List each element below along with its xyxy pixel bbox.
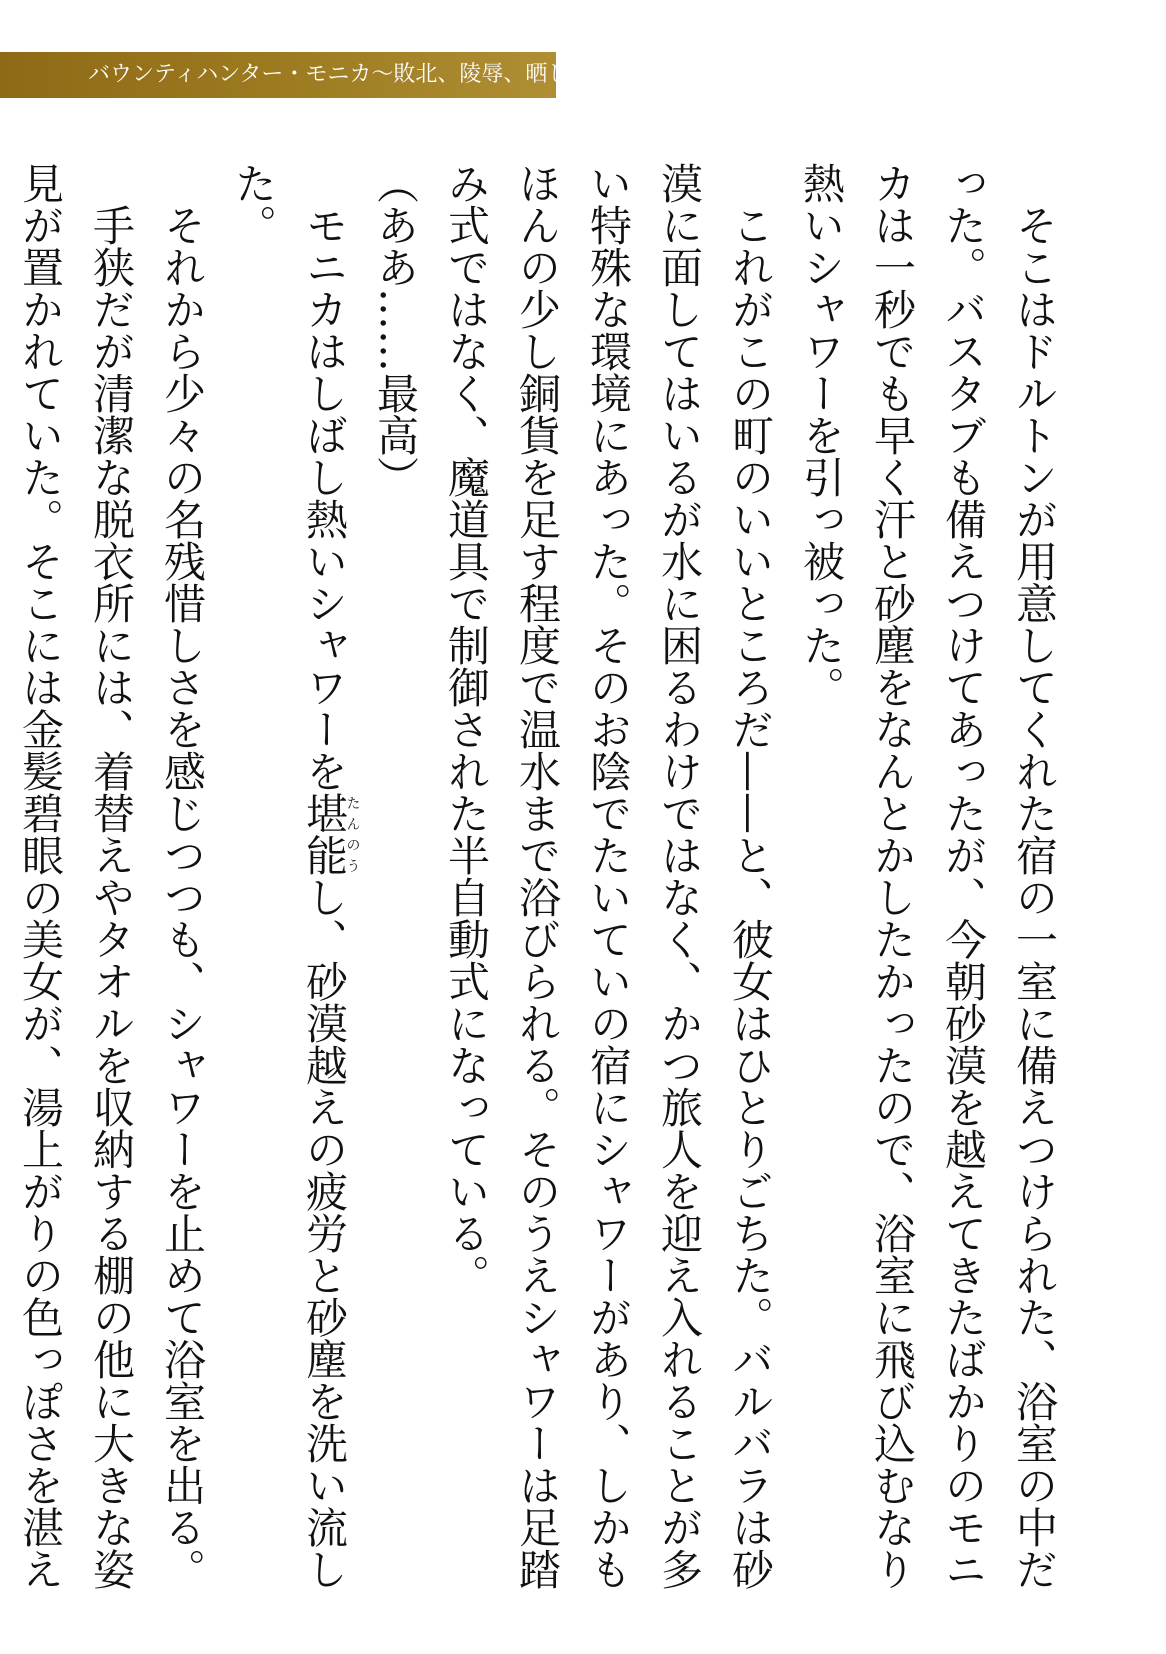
paragraph-3: （ああ……最高） xyxy=(371,162,420,498)
paragraph-4 xyxy=(218,162,360,1602)
header-band xyxy=(0,52,614,98)
body-text xyxy=(16,162,1070,1602)
paragraph-4-before: モニカはしばし熱いシャワーを xyxy=(300,204,349,792)
paragraph-5: それから少々の名残惜しさを感じつつも、シャワーを止めて浴室を出る。 xyxy=(158,204,207,1590)
ruby-word xyxy=(300,792,361,876)
ruby-base: 堪能 xyxy=(300,792,349,876)
running-title: バウンティハンター・モニカ〜敗北、陵辱、晒し者〜 xyxy=(88,62,614,87)
paragraph-1: そこはドルトンが用意してくれた宿の一室に備えつけられた、浴室の中だった。バスタブも備えつけてあったが、今朝砂漠を越えてきたばかりのモニカは一秒でも早く汗と砂塵をなんとかしたかったので、浴室に飛び込むなり熱いシャワーを引っ被った。 xyxy=(797,162,1059,1590)
paragraph-6: 手狭だが清潔な脱衣所には、着替えやタオルを収納する棚の他に大きな姿見が置かれていた。そこには金髪碧眼の美女が、湯上がりの色っぽさを湛え xyxy=(16,162,136,1590)
paragraph-4-after: し、砂漠越えの疲労と砂塵を洗い流した。 xyxy=(229,162,349,1590)
ruby-reading: たんのう xyxy=(344,792,361,876)
paragraph-2: これがこの町のいいところだ——と、彼女はひとりごちた。バルバラは砂漠に面してはいるが水に困るわけではなく、かつ旅人を迎え入れることが多い特殊な環境にあった。そのお陰でたいていの宿にシャワーがあり、しかもほんの少し銅貨を足す程度で温水まで浴びられる。そのうえシャワーは足踏み式ではなく、魔道具で制御された半自動式になっている。 xyxy=(442,162,775,1590)
